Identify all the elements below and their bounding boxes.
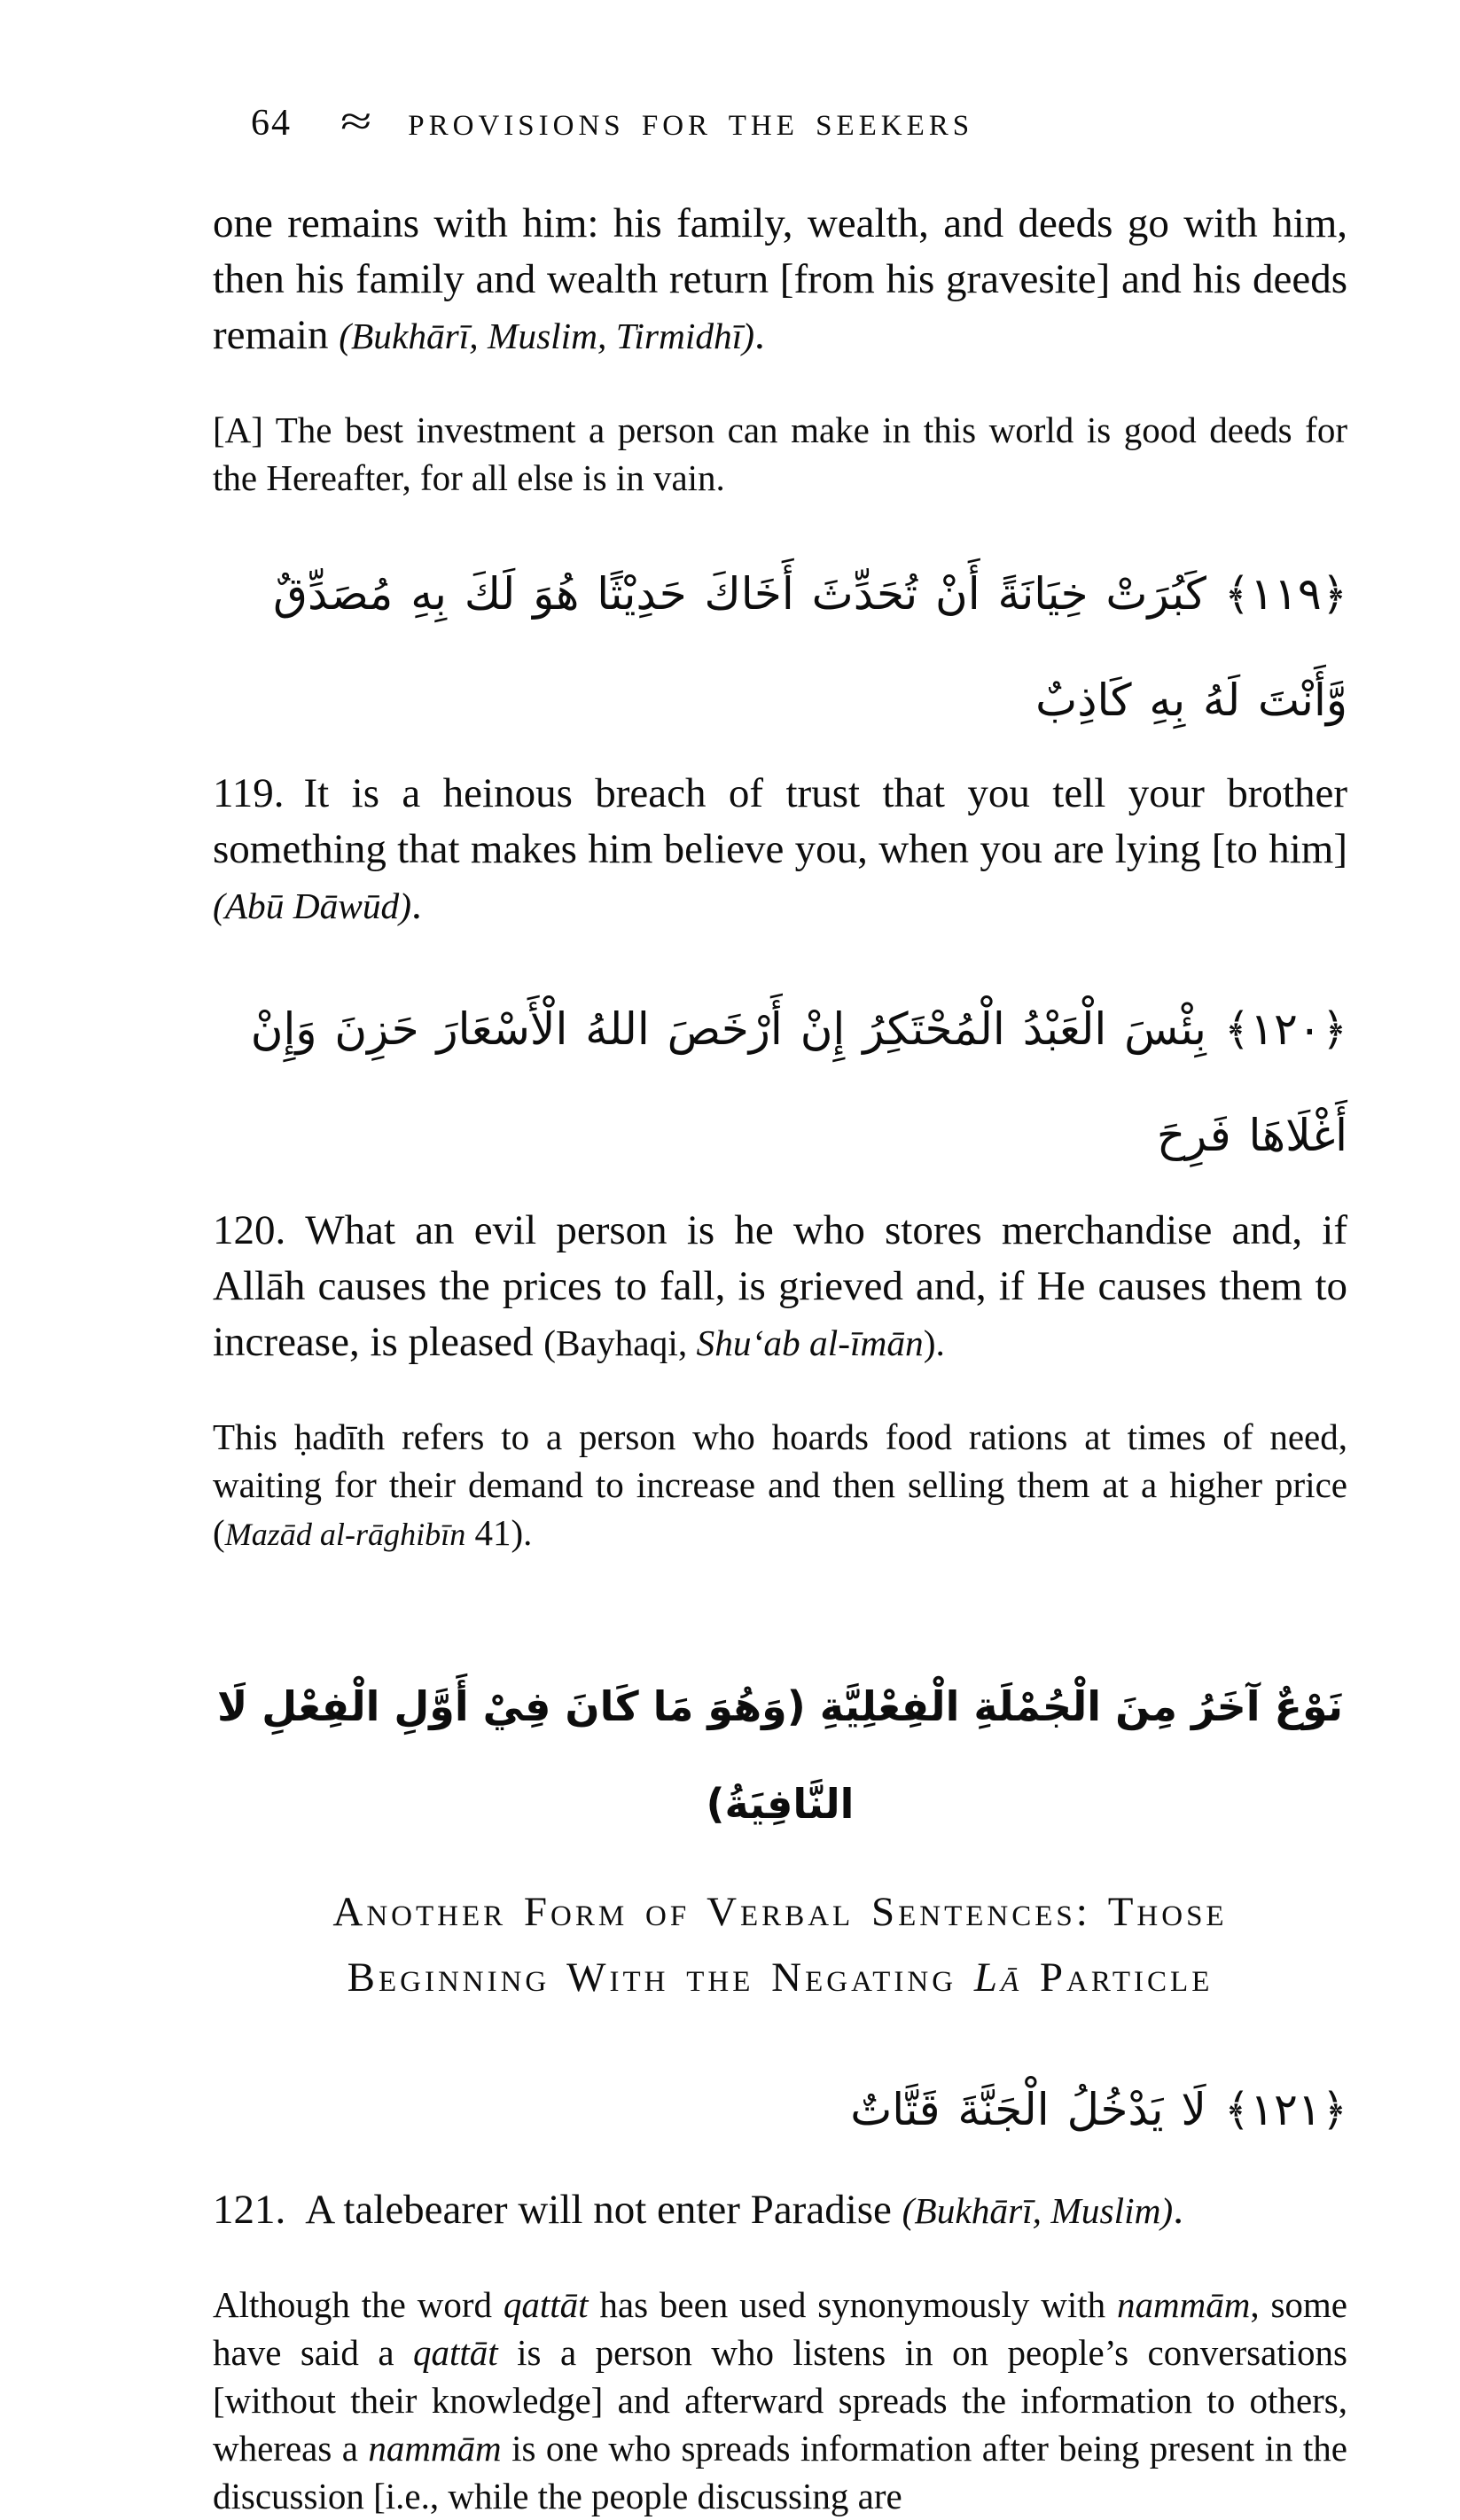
intro-citation: (Bukhārī, Muslim, Tirmidhī) — [339, 316, 754, 356]
note-121-seg3: , some have said a — [213, 2284, 1348, 2373]
section-heading-arabic: نَوْعٌ آخَرُ مِنَ الْجُمْلَةِ الْفِعْلِيَّةِ (وَهُوَ مَا كَانَ فِيْ أَوَّلِ الْفِعْلِ لَا النَّافِيَةُ) — [216, 1682, 1344, 1828]
hadith-121-text: A talebearer will not enter Paradise — [305, 2187, 902, 2233]
running-header — [213, 98, 1347, 144]
hadith-120-translation — [213, 1203, 1347, 1371]
hadith-120-citation-source: (Bayhaqi, — [543, 1322, 697, 1363]
note-a — [213, 406, 1347, 502]
note-121-term-nammam2: nammām — [368, 2428, 502, 2469]
section-title-line1: Another Form of Verbal Sentences: Those — [332, 1889, 1228, 1935]
hadith-121-citation: (Bukhārī, Muslim) — [902, 2190, 1174, 2231]
note-121 — [213, 2281, 1347, 2520]
hadith-120-arabic: ﴿١٢٠﴾ بِئْسَ الْعَبْدُ الْمُحْتَكِرُ إِنْ أَرْخَصَ اللهُ الْأَسْعَارَ حَزِنَ وَإِنْ أَغْلَاهَا فَرِحَ — [250, 1003, 1347, 1161]
note-121-term-nammam: nammām — [1117, 2284, 1251, 2325]
note-121-seg1: Although the word — [213, 2284, 504, 2325]
intro-paragraph — [213, 196, 1347, 364]
running-title: PROVISIONS FOR THE SEEKERS — [408, 110, 974, 142]
hadith-119-translation — [213, 766, 1347, 934]
note-120-text: This ḥadīth refers to a person who hoards food rations at times of need, waiting for their demand to increase and then selling them at a higher price ( — [213, 1416, 1347, 1553]
section-title-line2-pre: Beginning With the Negating — [347, 1954, 974, 2001]
hadith-121-period: . — [1173, 2187, 1183, 2233]
note-120-end: 41). — [465, 1512, 533, 1553]
note-121-seg5: is one who spreads information after being present in the discussion [i.e., while the people discussing are — [213, 2428, 1347, 2516]
note-121-term-qattat: qattāt — [503, 2284, 589, 2325]
hadith-121-number: 121. — [213, 2187, 286, 2233]
hadith-121-translation — [213, 2182, 1347, 2239]
hadith-120-citation-title: Shu‘ab al-īmān — [696, 1322, 924, 1363]
note-121-term-qattat2: qattāt — [413, 2332, 498, 2373]
hadith-120-text: What an evil person is he who stores merchandise and, if Allāh causes the prices to fall, is grieved and, if He causes them to increase, is pleased — [213, 1207, 1347, 1365]
hadith-120-period: ). — [923, 1322, 945, 1363]
hadith-121-arabic: ﴿١٢١﴾ لَا يَدْخُلُ الْجَنَّةَ قَتَّاتٌ — [850, 2084, 1347, 2135]
hadith-119-text: It is a heinous breach of trust that you tell your brother something that makes him believe you, when you are lying [to him] — [213, 770, 1347, 872]
intro-text: one remains with him: his family, wealth, and deeds go with him, then his family and wealth return [from his gravesite] and his deeds remain — [213, 200, 1347, 358]
hadith-119-citation: (Abū Dāwūd) — [213, 886, 412, 926]
hadith-119-arabic: ﴿١١٩﴾ كَبُرَتْ خِيَانَةً أَنْ تُحَدِّثَ أَخَاكَ حَدِيْثًا هُوَ لَكَ بِهِ مُصَدِّقٌ وَّأَنْتَ لَهُ بِهِ كَاذِبٌ — [273, 568, 1347, 726]
section-title-la-particle: Lā — [973, 1954, 1023, 2001]
note-120-citation-title: Mazād al-rāghibīn — [224, 1517, 466, 1552]
note-120 — [213, 1413, 1347, 1558]
section-title-line2 — [213, 1945, 1347, 2010]
note-a-text: [A] The best investment a person can make in this world is good deeds for the Hereafter, for all else is in vain. — [213, 410, 1347, 498]
hadith-120-number: 120. — [213, 1207, 286, 1253]
note-121-seg2: has been used synonymously with — [588, 2284, 1118, 2325]
hadith-119-number: 119. — [213, 770, 285, 816]
section-title — [213, 1879, 1347, 2010]
note-121-seg4: is a person who listens in on people’s conversations [without their knowledge] and afterward spreads the information to others, whereas a — [213, 2332, 1347, 2469]
section-title-line2-post: Particle — [1022, 1954, 1214, 2001]
tilde-ornament-icon: ≈ — [340, 98, 372, 144]
hadith-119-period: . — [411, 882, 422, 928]
intro-period: . — [754, 312, 765, 358]
page-number: 64 — [251, 103, 292, 144]
